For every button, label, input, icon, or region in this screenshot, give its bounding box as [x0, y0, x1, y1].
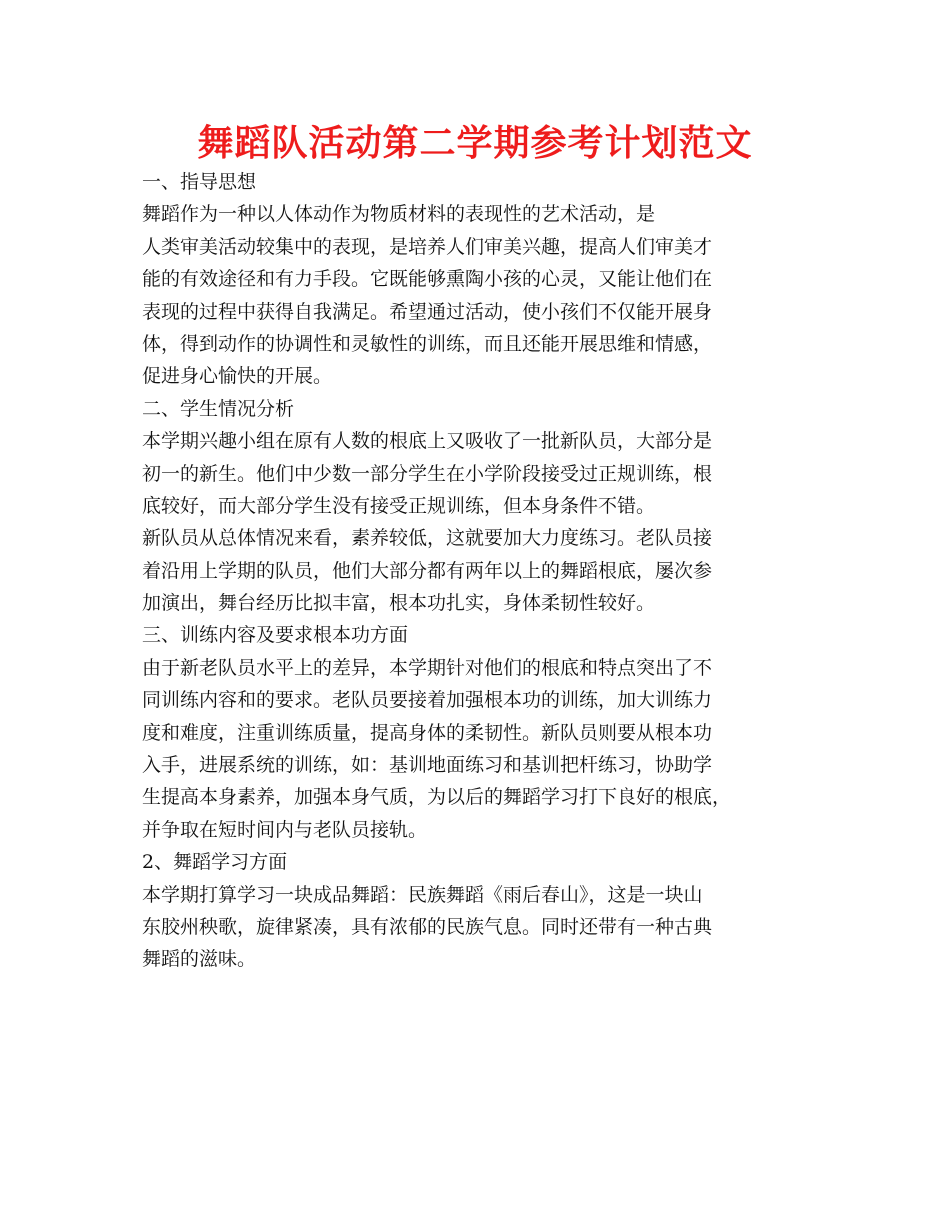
section-heading-training-content: 三、训练内容及要求根本功方面: [142, 624, 409, 647]
paragraph-line: 舞蹈作为一种以人体动作为物质材料的表现性的艺术活动，是: [142, 203, 656, 226]
paragraph-line: 表现的过程中获得自我满足。希望通过活动，使小孩们不仅能开展身: [142, 300, 713, 323]
section-heading-student-analysis: 二、学生情况分析: [142, 397, 295, 420]
paragraph-line: 本学期打算学习一块成品舞蹈：民族舞蹈《雨后春山》，这是一块山: [142, 883, 703, 906]
paragraph-line: 入手，进展系统的训练，如：基训地面练习和基训把杆练习，协助学: [142, 754, 713, 777]
paragraph-line: 人类审美活动较集中的表现，是培养人们审美兴趣，提高人们审美才: [142, 235, 713, 258]
paragraph-line: 东胶州秧歌，旋律紧凑，具有浓郁的民族气息。同时还带有一种古典: [142, 915, 713, 938]
paragraph-line: 体，得到动作的协调性和灵敏性的训练，而且还能开展思维和情感，: [142, 332, 713, 355]
paragraph-line: 同训练内容和的要求。老队员要接着加强根本功的训练，加大训练力: [142, 689, 713, 712]
paragraph-line: 能的有效途径和有力手段。它既能够熏陶小孩的心灵，又能让他们在: [142, 268, 713, 291]
document-body: [142, 166, 832, 976]
paragraph-line: 着沿用上学期的队员，他们大部分都有两年以上的舞蹈根底，屡次参: [142, 559, 713, 582]
paragraph-line: 由于新老队员水平上的差异，本学期针对他们的根底和特点突出了不: [142, 656, 713, 679]
section-heading-guiding-ideology: 一、指导思想: [142, 171, 257, 193]
paragraph-line: 并争取在短时间内与老队员接轨。: [142, 818, 428, 841]
paragraph-line: 本学期兴趣小组在原有人数的根底上又吸收了一批新队员，大部分是: [142, 430, 713, 453]
paragraph-line: 新队员从总体情况来看，素养较低，这就要加大力度练习。老队员接: [142, 527, 713, 550]
paragraph-line: 生提高本身素养，加强本身气质，为以后的舞蹈学习打下良好的根底，: [142, 786, 732, 809]
paragraph-line: 度和难度，注重训练质量，提高身体的柔韧性。新队员则要从根本功: [142, 721, 713, 744]
section-heading-dance-learning: 2、舞蹈学习方面: [142, 851, 288, 874]
paragraph-line: 促进身心愉快的开展。: [142, 365, 333, 388]
paragraph-line: 加演出，舞台经历比拟丰富，根本功扎实，身体柔韧性较好。: [142, 592, 656, 615]
document-title: 舞蹈队活动第二学期参考计划范文: [197, 123, 753, 164]
paragraph-line: 底较好，而大部分学生没有接受正规训练，但本身条件不错。: [142, 494, 656, 517]
paragraph-line: 舞蹈的滋味。: [142, 948, 257, 971]
paragraph-line: 初一的新生。他们中少数一部分学生在小学阶段接受过正规训练，根: [142, 462, 713, 485]
